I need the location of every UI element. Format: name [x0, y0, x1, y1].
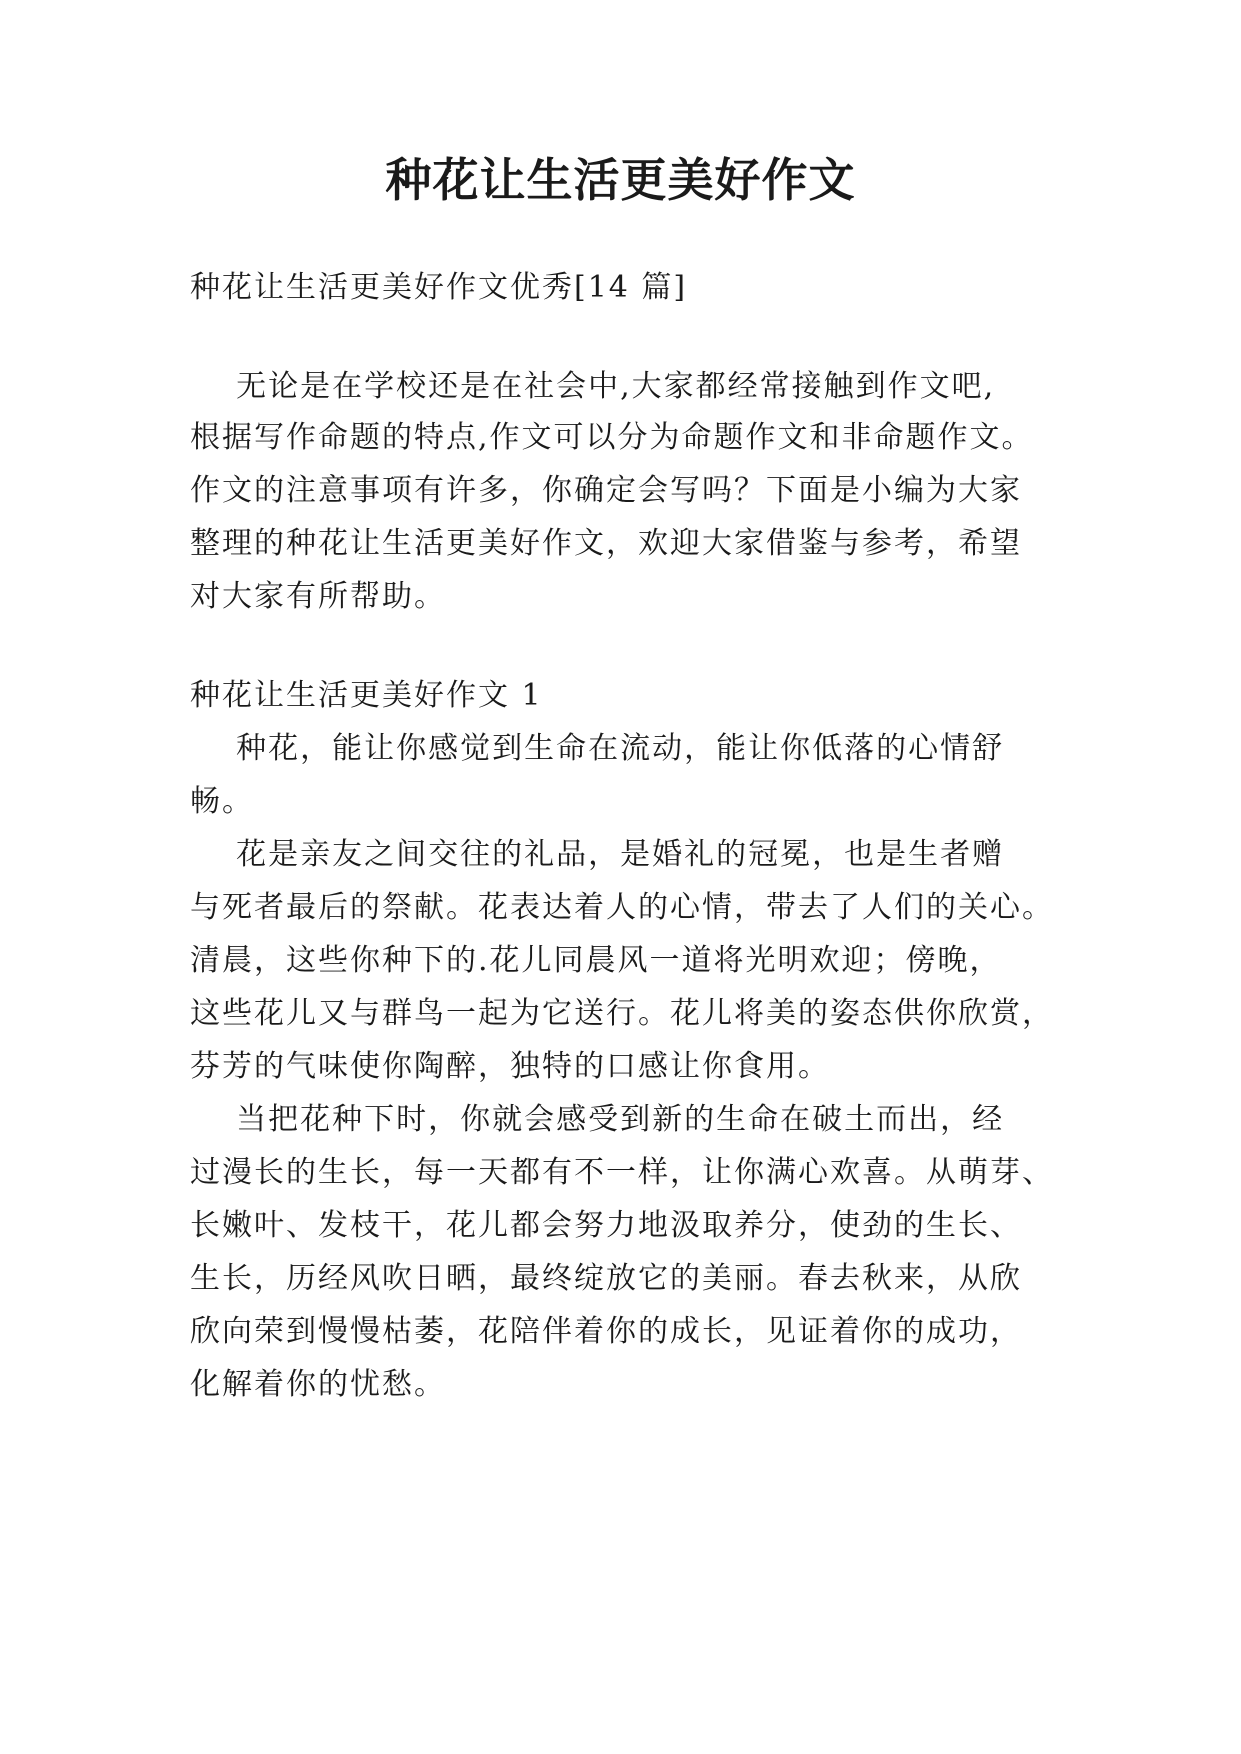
body-line: 清晨，这些你种下的.花儿同晨风一道将光明欢迎；傍晚， [190, 943, 1002, 978]
intro-line: 无论是在学校还是在社会中,大家都经常接触到作文吧, [190, 369, 996, 404]
document-title: 种花让生活更美好作文 [385, 153, 856, 207]
body-line: 这些花儿又与群鸟一起为它送行。花儿将美的姿态供你欣赏， [190, 996, 1054, 1031]
body-line: 生长，历经风吹日晒，最终绽放它的美丽。春去秋来，从欣 [190, 1261, 1022, 1296]
body-line: 花是亲友之间交往的礼品，是婚礼的冠冕，也是生者赠 [190, 837, 1005, 872]
document-subtitle: 种花让生活更美好作文优秀[14 篇] [190, 270, 688, 305]
body-line: 欣向荣到慢慢枯萎，花陪伴着你的成长，见证着你的成功， [190, 1314, 1022, 1349]
body-line: 化解着你的忧愁。 [190, 1367, 446, 1402]
body-line: 芬芳的气味使你陶醉，独特的口感让你食用。 [190, 1049, 830, 1084]
body-line: 畅。 [190, 784, 254, 819]
body-line: 当把花种下时，你就会感受到新的生命在破土而出，经 [190, 1102, 1005, 1137]
body-line: 长嫩叶、发枝干，花儿都会努力地汲取养分，使劲的生长、 [190, 1208, 1022, 1243]
body-line: 种花，能让你感觉到生命在流动，能让你低落的心情舒 [190, 731, 1005, 766]
body-line: 过漫长的生长，每一天都有不一样，让你满心欢喜。从萌芽、 [190, 1155, 1054, 1190]
section-heading: 种花让生活更美好作文 1 [190, 678, 543, 713]
body-line: 与死者最后的祭献。花表达着人的心情，带去了人们的关心。 [190, 890, 1054, 925]
intro-line: 对大家有所帮助。 [190, 579, 446, 614]
intro-line: 根据写作命题的特点,作文可以分为命题作文和非命题作文。 [190, 420, 1034, 455]
intro-line: 作文的注意事项有许多，你确定会写吗？下面是小编为大家 [190, 473, 1022, 508]
intro-line: 整理的种花让生活更美好作文，欢迎大家借鉴与参考，希望 [190, 526, 1022, 561]
